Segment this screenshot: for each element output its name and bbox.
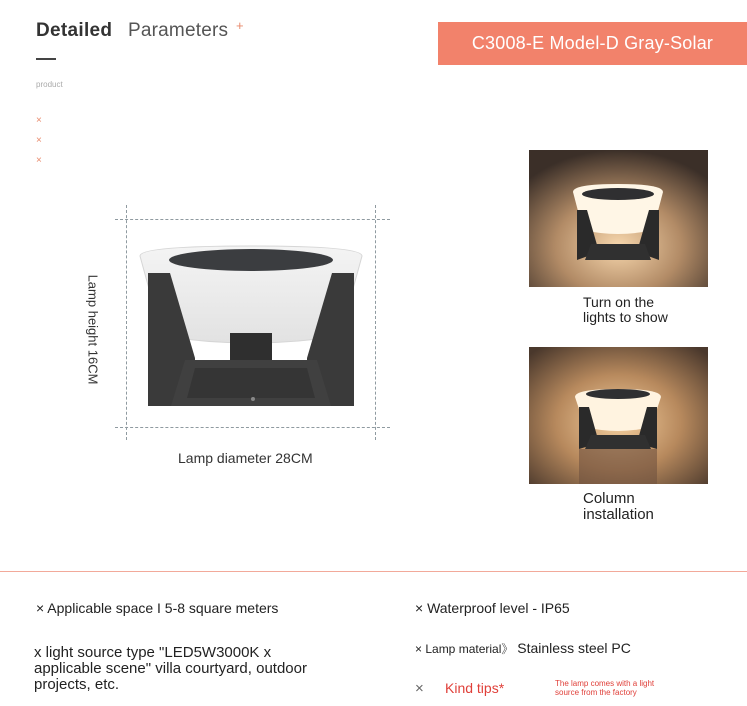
spec-waterproof: × Waterproof level - IP65 (415, 600, 570, 616)
spec-lamp-material-prefix: × Lamp material》 (415, 642, 514, 656)
model-banner-label: C3008-E Model-D Gray-Solar (471, 33, 714, 53)
column-installation-photo (529, 347, 708, 484)
kind-tips-note-line2: source from the factory (555, 688, 637, 697)
thumb-caption-line1: Turn on the (583, 294, 655, 310)
dimension-guide-right (375, 205, 376, 440)
dimension-guide-left (126, 205, 127, 440)
thumb-caption-line2: installation (583, 506, 654, 523)
bullet-mark: × (36, 115, 42, 126)
spec-applicable-space: × Applicable space I 5-8 square meters (36, 600, 279, 616)
bullet-mark: × (36, 155, 42, 166)
title-underline (36, 58, 56, 60)
thumb-caption-line1: Column (583, 490, 635, 507)
spec-light-source-line1: x light source type "LED5W3000K x (34, 644, 272, 661)
title-star: + (236, 18, 244, 33)
lights-on-photo (529, 150, 708, 287)
dimension-guide-bottom (115, 427, 390, 428)
kind-tips-note (555, 679, 695, 697)
lamp-diameter-label: Lamp diameter 28CM (178, 450, 313, 466)
tips-close-icon: × (415, 680, 424, 697)
dimension-guide-top (115, 219, 390, 220)
spec-lamp-material-value: Stainless steel PC (517, 640, 631, 656)
spec-lamp-material (415, 640, 631, 657)
section-divider (0, 571, 747, 572)
bullet-mark: × (36, 135, 42, 146)
product-lamp-image (135, 238, 367, 414)
title-subtitle: product (36, 80, 63, 89)
spec-light-source-line2: applicable scene" villa courtyard, outdoor (34, 660, 307, 677)
model-banner (438, 22, 747, 65)
title-detailed: Detailed (36, 20, 113, 41)
lamp-height-label: Lamp height 16CM (85, 274, 101, 385)
thumb-caption-line2: lights to show (583, 309, 668, 325)
spec-light-source-line3: projects, etc. (34, 676, 120, 693)
title-parameters: Parameters (128, 20, 229, 41)
kind-tips-note-line1: The lamp comes with a light (555, 679, 655, 688)
kind-tips-label: Kind tips* (445, 680, 505, 696)
